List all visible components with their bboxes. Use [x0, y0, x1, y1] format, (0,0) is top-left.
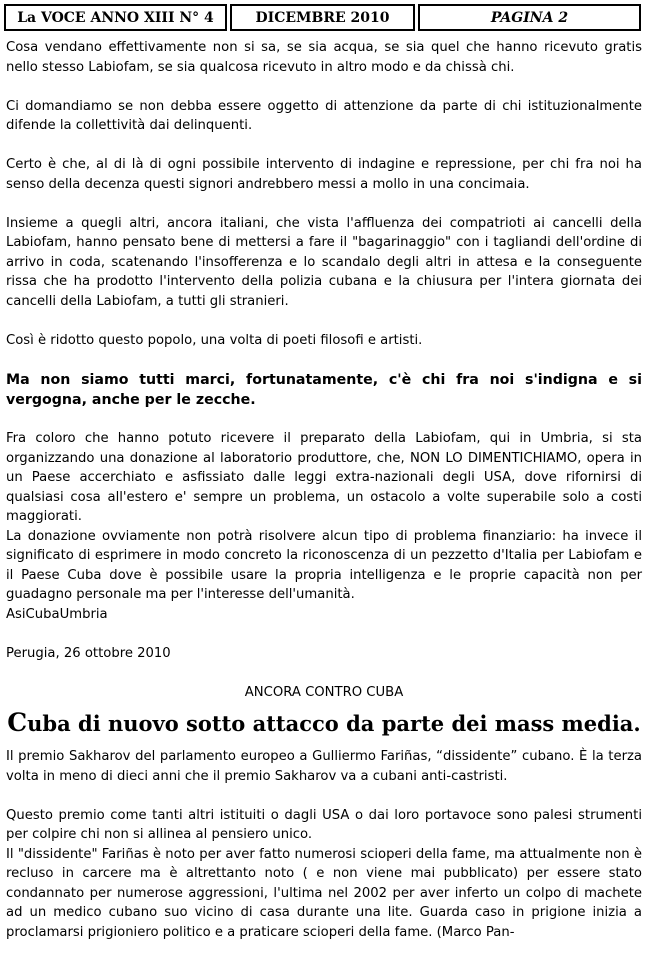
- paragraph: Ci domandiamo se non debba essere oggetto di attenzione da parte di chi istituzionalmente difende la collettività dai delinquenti.: [6, 98, 642, 133]
- paragraph: Insieme a quegli altri, ancora italiani, che vista l'affluenza dei compatrioti ai cancelli della Labiofam, hanno pensato bene di mettersi a fare il "bagarinaggio" con i tagliandi dell'ordine di arrivo in coda, scatenando l'insofferenza e lo scandalo degli altri in attesa e la conseguente rissa che ha prodotto l'intervento della polizia cubana e la chiusura per l'intera giornata dei cancelli della Labiofam, a tutti gli stranieri.: [6, 215, 642, 309]
- article-body: [6, 38, 642, 942]
- headline-initial: C: [7, 708, 28, 737]
- section-title: ANCORA CONTRO CUBA: [244, 684, 404, 700]
- issue-box: [4, 4, 227, 31]
- paragraph: Certo è che, al di là di ogni possibile intervento di indagine e repressione, per chi fra noi ha senso della decenza questi signori andrebbero messi a mollo in una concimaia.: [6, 157, 642, 192]
- paragraph: Il premio Sakharov del parlamento europeo a Gulliermo Fariñas, “dissidente” cubano. È la terza volta in meno di dieci anni che il premio Sakharov va a cubani anti-castristi.: [6, 749, 642, 784]
- article-headline: [6, 708, 642, 739]
- date-box: [230, 4, 415, 31]
- headline-text: uba di nuovo sotto attacco da parte dei mass media.: [27, 711, 641, 736]
- paragraph: Così è ridotto questo popolo, una volta di poeti filosofi e artisti.: [6, 332, 423, 348]
- dateline: Perugia, 26 ottobre 2010: [6, 645, 171, 661]
- page-header: [4, 4, 642, 31]
- highlight-paragraph: Ma non siamo tutti marci, fortunatamente, c'è chi fra noi s'indigna e si vergogna, anche per le zecche.: [6, 371, 642, 408]
- issue-label: La VOCE ANNO XIII N° 4: [17, 9, 214, 26]
- page-number-box: [418, 4, 641, 31]
- page-number-label: PAGINA 2: [490, 9, 569, 26]
- paragraph: Cosa vendano effettivamente non si sa, se sia acqua, se sia quel che hanno ricevuto gratis nello stesso Labiofam, se sia qualcosa ricevuto in altro modo e da chissà chi.: [6, 40, 642, 75]
- signature: AsiCubaUmbria: [6, 606, 108, 622]
- paragraph: La donazione ovviamente non potrà risolvere alcun tipo di problema finanziario: ha invece il significato di esprimere in modo concreto la riconoscenza di un pezzetto d'Italia per Labiofam e il Paese Cuba dove è possibile usare la propria intelligenza e le proprie capacità non per guadagno personale ma per l'interesse dell'umanità.: [6, 528, 642, 602]
- paragraph: Questo premio come tanti altri istituiti o dagli USA o dai loro portavoce sono palesi strumenti per colpire chi non si allinea al pensiero unico.: [6, 807, 642, 842]
- paragraph: Fra coloro che hanno potuto ricevere il preparato della Labiofam, qui in Umbria, si sta organizzando una donazione al laboratorio produttore, che, NON LO DIMENTICHIAMO, opera in un Paese accerchiato e asfissiato dalle leggi extra-nazionali degli USA, dove rifornirsi di qualsiasi cosa all'estero e' sempre un problema, un ostacolo a volte superabile solo a costi maggiorati.: [6, 431, 642, 524]
- paragraph: Il "dissidente" Fariñas è noto per aver fatto numerosi scioperi della fame, ma attualmente non è recluso in carcere ma è altrettanto noto ( e non viene mai pubblicato) per essere stato condannato per numerose aggressioni, l'ultima nel 2002 per aver inferto un colpo di machete ad un medico cubano suo vicino di casa durante una lite. Guarda caso in prigione inizia a proclamarsi prigioniero politico e a praticare scioperi della fame. (Marco Pan-: [6, 846, 642, 940]
- date-label: DICEMBRE 2010: [255, 9, 390, 26]
